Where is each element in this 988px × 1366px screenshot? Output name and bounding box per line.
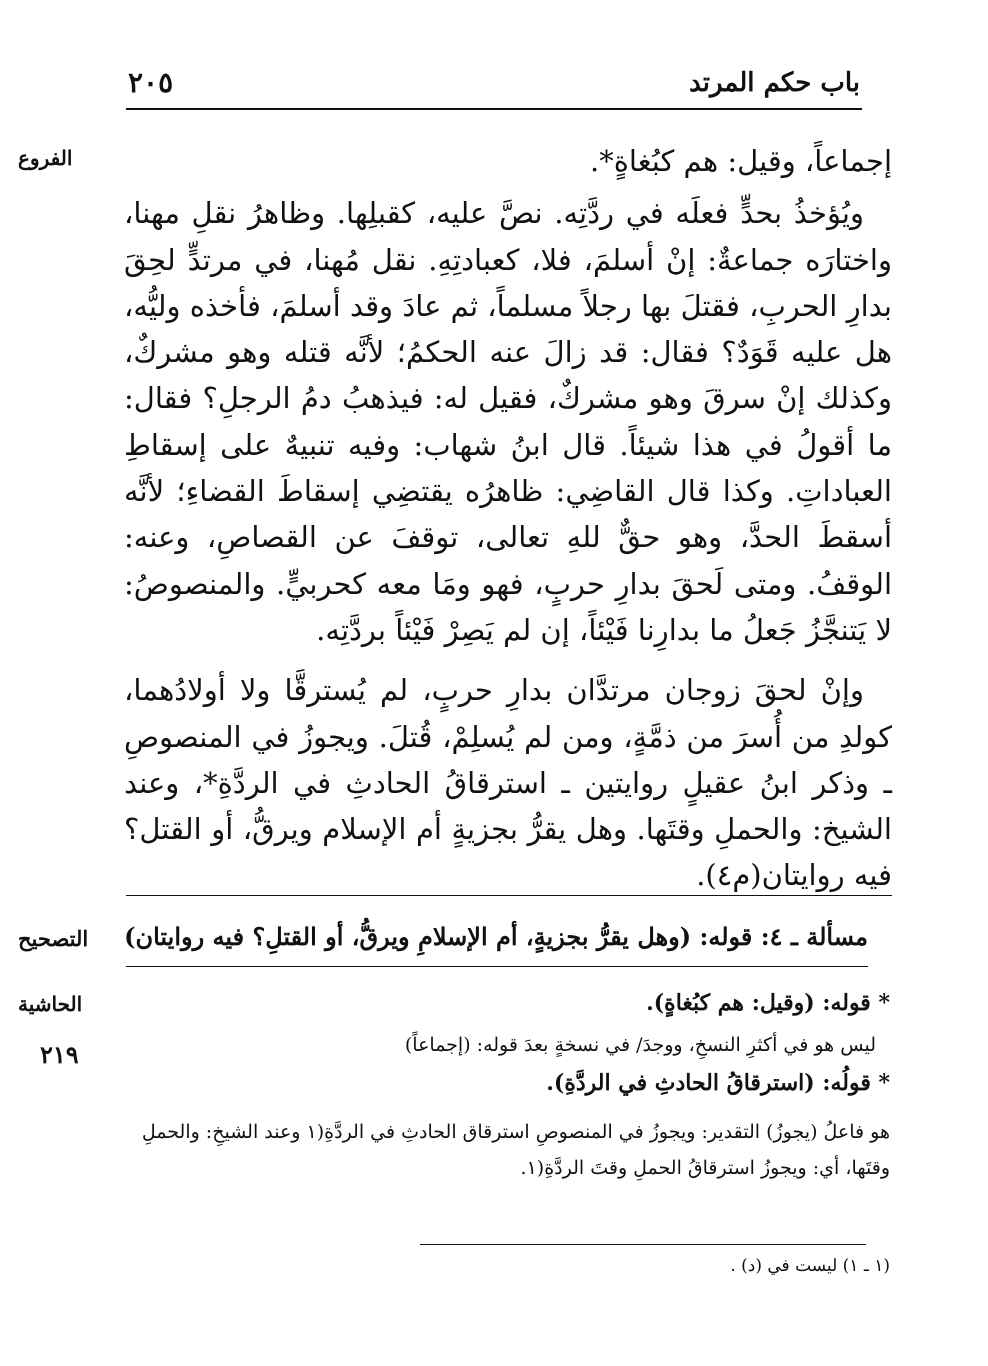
tashih-text: مسألة ـ ٤: قوله: (وهل يقرُّ بجزيةٍ، أم الإسلامِ ويرقُّ، أو القتلِ؟ فيه روايتان) [124, 922, 868, 951]
footnote: (١ ـ ١) ليست في (د) . [730, 1256, 890, 1276]
page-number: ٢٠٥ [128, 66, 174, 99]
side-label-tashih: التصحيح [18, 926, 89, 951]
hashiya-item-1-head: * قوله: (وقيل: هم كبُغاةٍ). [646, 990, 890, 1016]
side-label-hashiya: الحاشية [18, 992, 83, 1016]
side-label-furu: الفروع [18, 146, 73, 170]
hashiya-section [126, 990, 890, 1186]
hashiya-item-2-body: هو فاعلُ (يجوزُ) التقدير: ويجوزُ في المنصوصِ استرقاق الحادثِ في الردَّةِ(١ وعند الشيخِ: والحملِ وقتَها، أي: ويجوزُ استرقاقُ الحملِ وقتَ الردَّةِ(١. [141, 1121, 890, 1179]
main-text [124, 138, 892, 899]
running-title: باب حكم المرتد [689, 68, 860, 98]
hashiya-item-1-body: ليس هو في أكثرِ النسخِ، ووجدَ/ في نسخةٍ بعدَ قوله: (إجماعاً) [404, 1034, 876, 1056]
footnote-rule [420, 1244, 866, 1245]
tashih-divider [126, 966, 868, 967]
section-divider [126, 895, 892, 896]
hashiya-page-number: ٢١٩ [40, 1040, 79, 1069]
header-rule [126, 108, 862, 110]
main-paragraph-3: وإنْ لحقَ زوجان مرتدَّان بدارِ حربٍ، لم يُسترقَّا ولا أولادُهما، كولدِ من أُسرَ من ذمَّةٍ، ومن لم يُسلِمْ، قُتلَ. ويجوزُ في المنصوصِ ـ وذكر ابنُ عقيلٍ روايتين ـ استرقاقُ الحادثِ في الردَّةِ*، وعند الشيخ: والحملِ وقتَها. وهل يقرُّ بجزيةٍ أم الإسلام ويرقُّ، أو القتل؟ فيه روايتان(م٤). [124, 673, 892, 893]
main-paragraph-1: إجماعاً، وقيل: هم كبُغاةٍ*. [590, 144, 892, 178]
hashiya-item-2-head: * قولُه: (استرقاقُ الحادثِ في الردَّةِ). [546, 1070, 890, 1096]
main-paragraph-2: ويُؤخذُ بحدٍّ فعلَه في ردَّتِه. نصَّ عليه، كقبلِها. وظاهرُ نقلِ مهنا، واختارَه جماعةٌ: إنْ أسلمَ، فلا، كعبادتِهِ. نقل مُهنا، في مرتدٍّ لحِقَ بدارِ الحربِ، فقتلَ بها رجلاً مسلماً، ثم عادَ وقد أسلمَ، فأخذه وليُّه، هل عليه قَوَدٌ؟ فقال: قد زالَ عنه الحكمُ؛ لأنَّه قتله وهو مشركٌ، وكذلك إنْ سرقَ وهو مشركٌ، فقيل له: فيذهبُ دمُ الرجلِ؟ فقال: ما أقولُ في هذا شيئاً. قال ابنُ شهاب: وفيه تنبيهٌ على إسقاطِ العباداتِ. وكذا قال القاضِي: ظاهرُه يقتضِي إسقاطَ القضاءِ؛ لأنَّه أسقطَ الحدَّ، وهو حقٌّ للهِ تعالى، توقفَ عن القصاصِ، وعنه: الوقفُ. ومتى لَحقَ بدارِ حربٍ، فهو ومَا معه كحربيٍّ. والمنصوصُ: لا يَتنجَّزُ جَعلُ ما بدارِنا فَيْئاً، إن لم يَصِرْ فَيْئاً بردَّتِه. [124, 196, 892, 647]
